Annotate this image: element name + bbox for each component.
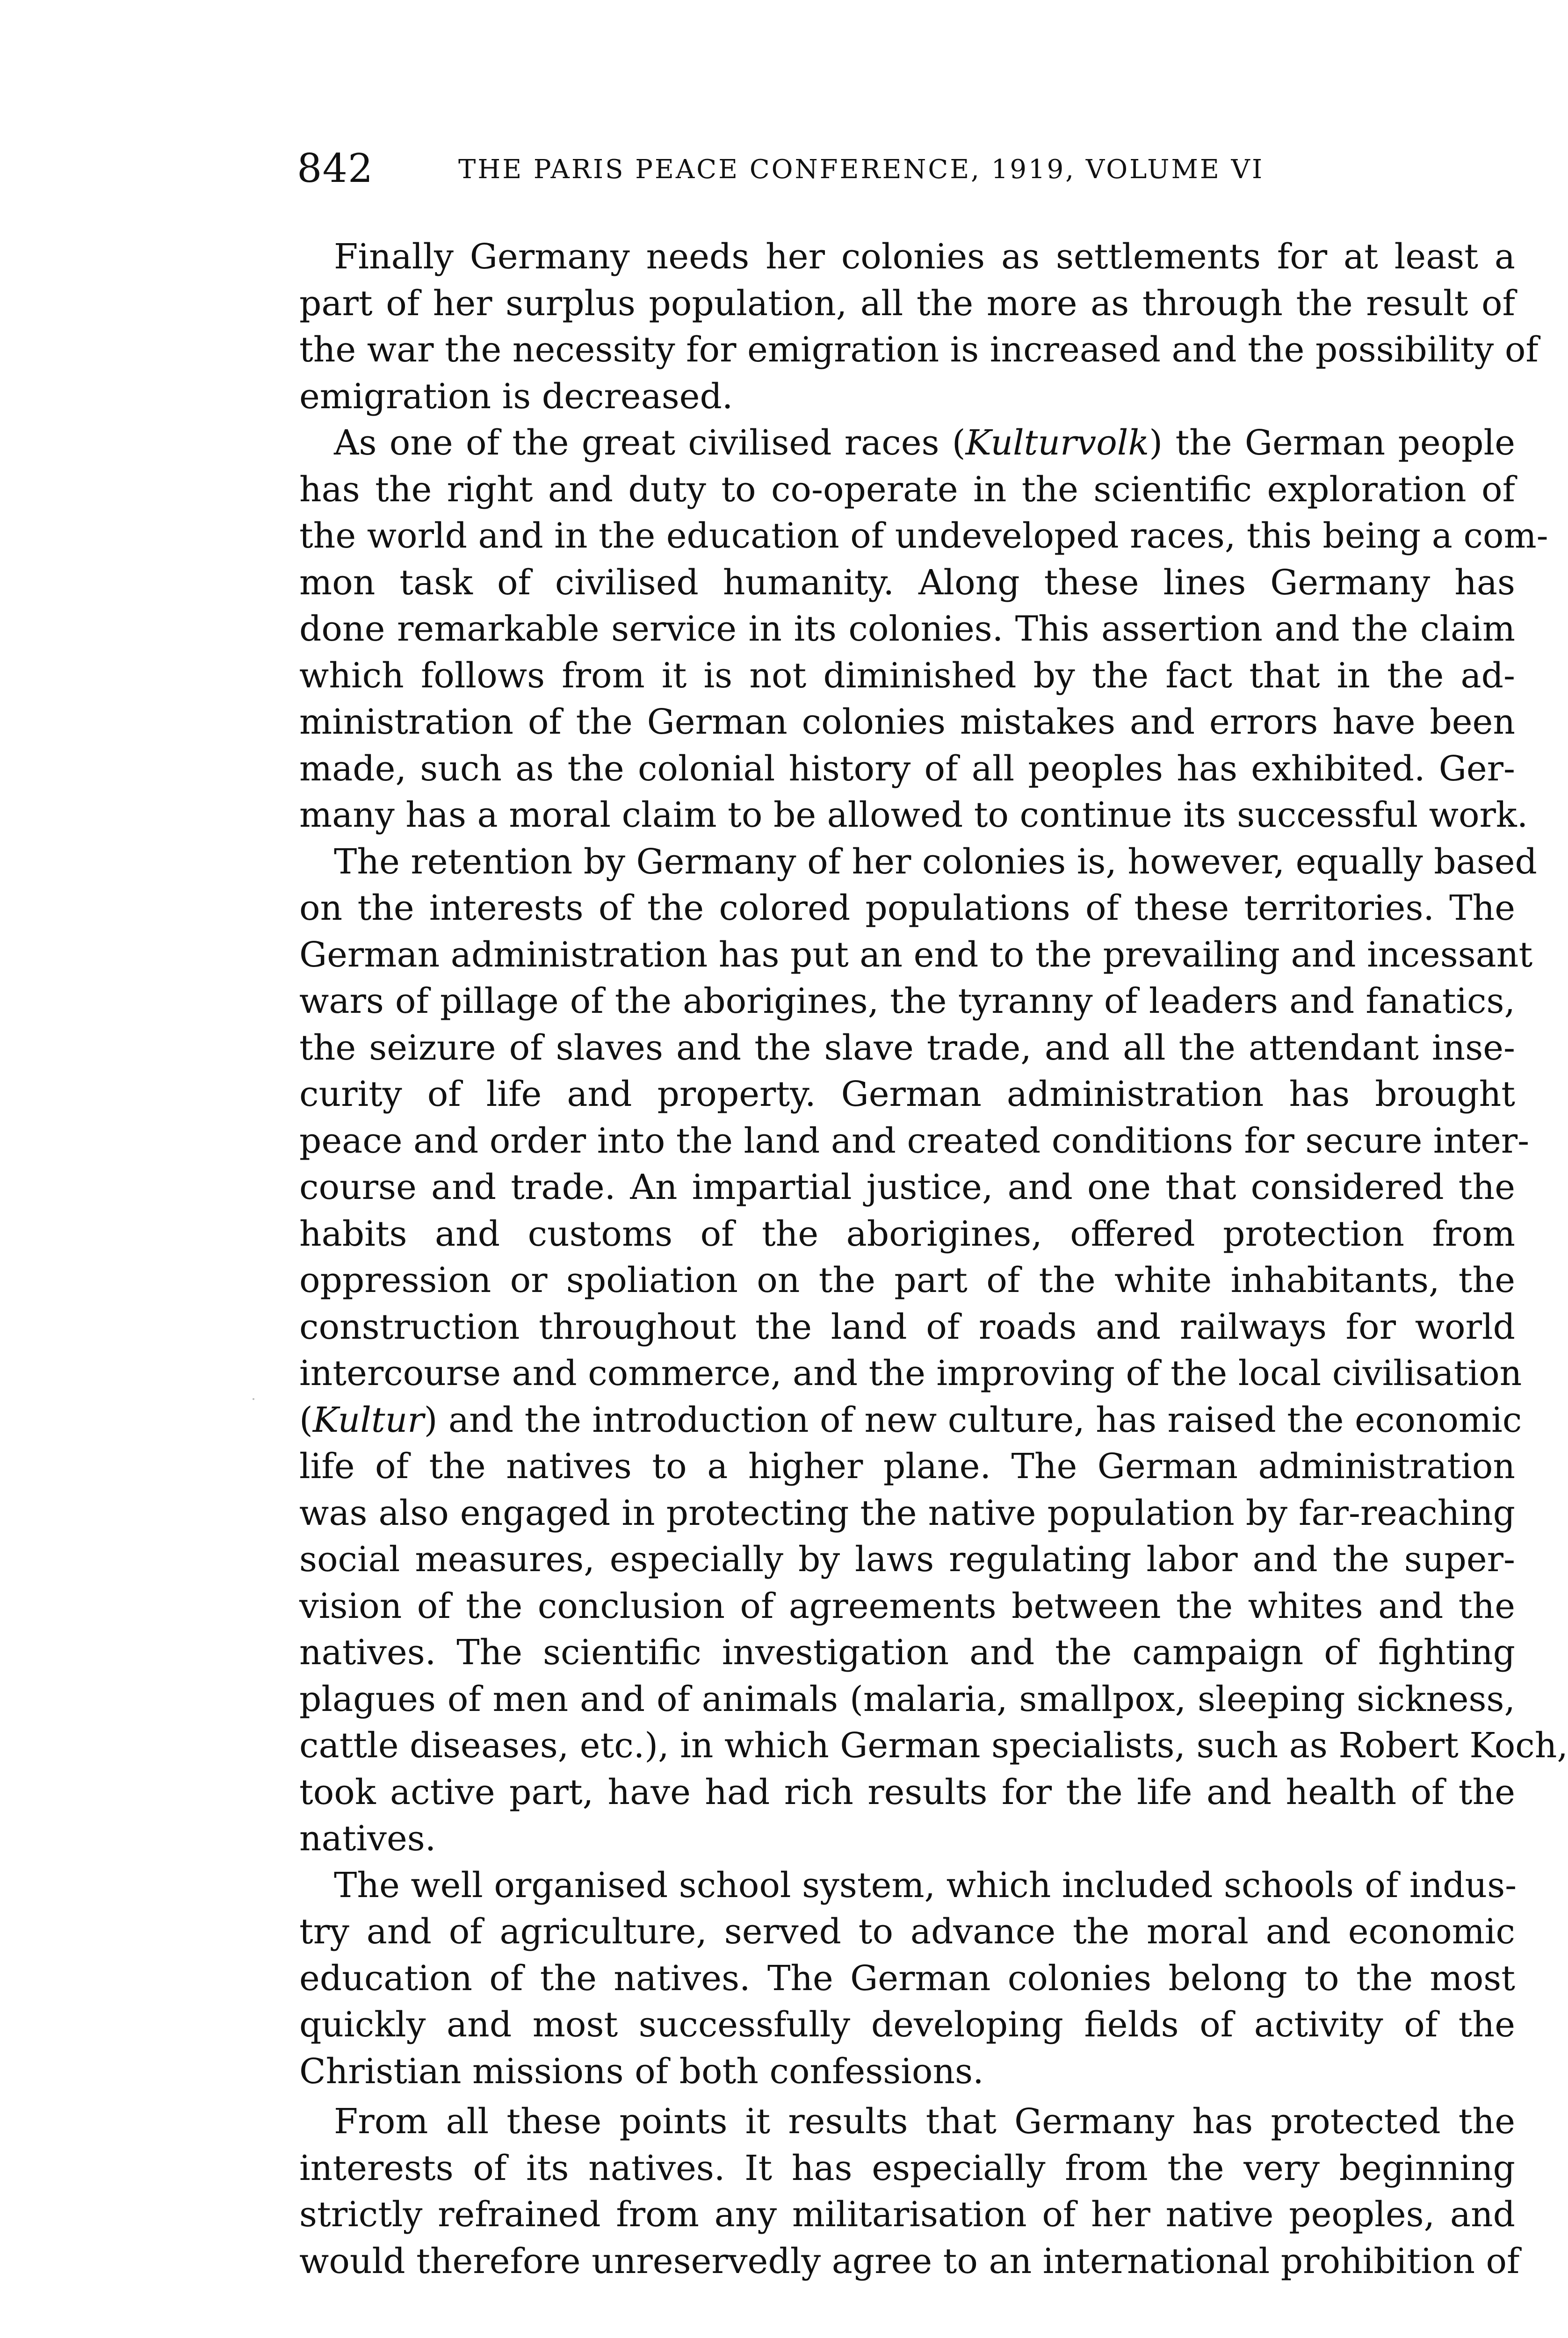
text-line: has the right and duty to co-operate in the scientific exploration of [299, 469, 1515, 510]
text-line: social measures, especially by laws regulating labor and the super- [299, 1539, 1515, 1580]
text-line: Christian missions of both confessions. [299, 2051, 984, 2092]
text-line: peace and order into the land and created conditions for secure inter- [299, 1120, 1530, 1161]
text-line: the seizure of slaves and the slave trade, and all the attendant inse- [299, 1027, 1515, 1068]
text-line: plagues of men and of animals (malaria, smallpox, sleeping sickness, [299, 1679, 1515, 1719]
italic-term: Kulturvolk [965, 423, 1149, 463]
text-line: The retention by Germany of her colonies is, however, equally based [334, 841, 1537, 882]
text-line: was also engaged in protecting the native population by far-reaching [299, 1493, 1515, 1533]
text-line: wars of pillage of the aborigines, the tyranny of leaders and fanatics, [299, 981, 1515, 1021]
text-line: done remarkable service in its colonies. This assertion and the claim [299, 609, 1515, 649]
scan-speck [253, 1398, 254, 1400]
text-line: (Kultur) and the introduction of new culture, has raised the economic [299, 1400, 1522, 1440]
text-line: intercourse and commerce, and the improving of the local civilisation [299, 1353, 1522, 1393]
text-line: natives. The scientific investigation and the campaign of fighting [299, 1632, 1515, 1673]
text-line: the world and in the education of undeveloped races, this being a com- [299, 516, 1548, 556]
text-line: which follows from it is not diminished by the fact that in the ad- [299, 655, 1515, 696]
text-line: part of her surplus population, all the more as through the result of [299, 283, 1515, 324]
text-line: curity of life and property. German administration has brought [299, 1074, 1515, 1114]
running-title: THE PARIS PEACE CONFERENCE, 1919, VOLUME VI [458, 154, 1265, 185]
page-number: 842 [297, 145, 374, 191]
text-line: natives. [299, 1818, 436, 1859]
text-line: interests of its natives. It has especially from the very beginning [299, 2148, 1515, 2188]
text-line: ministration of the German colonies mistakes and errors have been [299, 702, 1515, 742]
text-line: construction throughout the land of roads and railways for world [299, 1306, 1515, 1347]
running-head [297, 143, 1513, 194]
text-line: German administration has put an end to the prevailing and incessant [299, 934, 1533, 975]
text-line: took active part, have had rich results for the life and health of the [299, 1772, 1515, 1812]
text-line: emigration is decreased. [299, 376, 733, 417]
text-line: cattle diseases, etc.), in which German specialists, such as Robert Koch, [299, 1725, 1568, 1766]
body-text [299, 234, 1568, 2281]
text-line: course and trade. An impartial justice, and one that considered the [299, 1167, 1515, 1207]
text-line: mon task of civilised humanity. Along these lines Germany has [299, 562, 1515, 603]
text-line: oppression or spoliation on the part of the white inhabitants, the [299, 1260, 1515, 1300]
text-line: The well organised school system, which included schools of indus- [334, 1865, 1517, 1905]
text-line: on the interests of the colored populations of these territories. The [299, 888, 1515, 928]
text-line: life of the natives to a higher plane. The German administration [299, 1446, 1515, 1487]
text-line: As one of the great civilised races (Kulturvolk) the German people [334, 423, 1516, 463]
text-line: strictly refrained from any militarisation of her native peoples, and [299, 2194, 1515, 2235]
text-line: try and of agriculture, served to advance the moral and economic [299, 1912, 1515, 1952]
text-line: education of the natives. The German colonies belong to the most [299, 1958, 1515, 1999]
text-line: quickly and most successfully developing fields of activity of the [299, 2005, 1515, 2045]
text-line: Finally Germany needs her colonies as settlements for at least a [334, 237, 1515, 277]
text-line: many has a moral claim to be allowed to continue its successful work. [299, 795, 1528, 835]
text-line: the war the necessity for emigration is increased and the possibility of [299, 330, 1539, 370]
text-line: From all these points it results that Germany has protected the [334, 2101, 1515, 2142]
text-line: made, such as the colonial history of all peoples has exhibited. Ger- [299, 748, 1515, 789]
text-line: vision of the conclusion of agreements between the whites and the [299, 1586, 1515, 1626]
italic-term: Kultur [312, 1400, 424, 1440]
text-line: would therefore unreservedly agree to an international prohibition of [299, 2241, 1520, 2281]
text-line: habits and customs of the aborigines, offered protection from [299, 1213, 1515, 1254]
